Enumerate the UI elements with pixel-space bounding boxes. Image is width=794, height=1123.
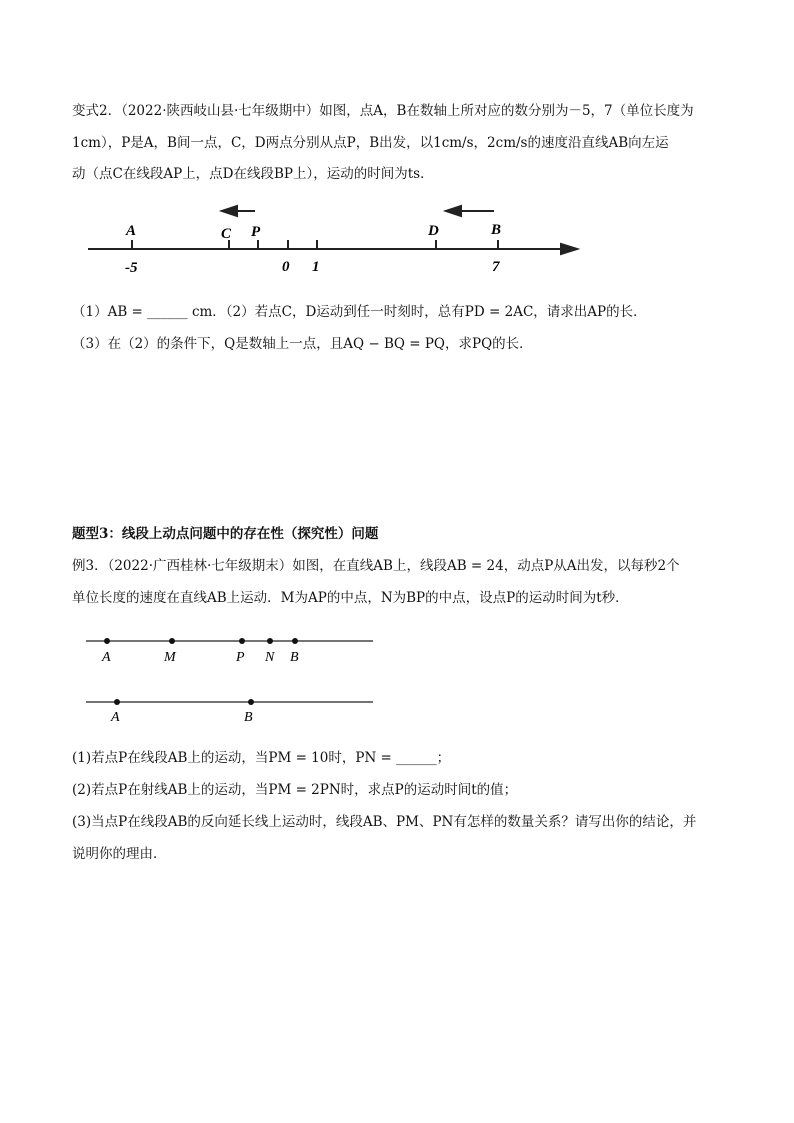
example3-question-3a: (3)当点P在线段AB的反向延长线上运动时，线段AB、PM、PN有怎样的数量关系？请写出你的结论，并 — [72, 814, 697, 830]
point-N — [267, 638, 273, 644]
label-1: 1 — [312, 259, 320, 275]
point-A — [104, 638, 110, 644]
label-B: B — [491, 222, 502, 238]
fig2-label-A: A — [111, 710, 120, 725]
variant2-line2: 1cm），P是A，B间一点，C，D两点分别从点P，B出发，以1cm/s，2cm/s的速度沿直线AB向左运 — [72, 135, 669, 151]
point-B — [292, 638, 298, 644]
variant2-question-1-2: （1）AB = ______ cm．（2）若点C，D运动到任一时刻时，总有PD = 2AC，请求出AP的长． — [72, 304, 647, 320]
fig1-label-A: A — [102, 650, 111, 665]
segment-figure-1 — [86, 638, 373, 665]
label-minus5: -5 — [125, 260, 138, 276]
example3-question-2: (2)若点P在射线AB上的运动，当PM = 2PN时，求点P的运动时间t的值； — [72, 782, 518, 798]
example3-question-3b: 说明你的理由． — [72, 846, 167, 862]
left-arrow-icon — [222, 206, 237, 216]
label-7: 7 — [492, 259, 500, 275]
fig1-label-P: P — [236, 650, 245, 665]
label-0: 0 — [282, 259, 290, 275]
label-D: D — [428, 223, 439, 239]
number-line-arrowhead — [561, 244, 577, 254]
fig2-label-B: B — [244, 710, 253, 725]
example3-line1: 例3．（2022·广西桂林·七年级期末）如图，在直线AB上，线段AB = 24，动点P从A出发，以每秒2个 — [72, 558, 680, 574]
label-A: A — [126, 223, 137, 239]
point-P — [239, 638, 245, 644]
point-M — [169, 638, 175, 644]
fig1-label-M: M — [164, 650, 176, 665]
variant2-question-3: （3）在（2）的条件下，Q是数轴上一点，且AQ − BQ = PQ，求PQ的长． — [72, 336, 533, 352]
fig1-label-B: B — [290, 650, 299, 665]
variant2-line3: 动（点C在线段AP上，点D在线段BP上），运动的时间为ts． — [72, 166, 434, 182]
segment-figure-2 — [86, 699, 373, 725]
variant2-line1: 变式2．（2022·陕西岐山县·七年级期中）如图，点A，B在数轴上所对应的数分别为－5，7（单位长度为 — [72, 103, 694, 119]
label-C: C — [221, 226, 232, 242]
fig1-label-N: N — [265, 650, 275, 665]
example3-question-1: (1)若点P在线段AB上的运动，当PM = 10时，PN = ______； — [72, 750, 451, 766]
point-B — [248, 699, 254, 705]
example3-line2: 单位长度的速度在直线AB上运动．M为AP的中点，N为BP的中点，设点P的运动时间为t秒． — [72, 590, 629, 606]
point-A — [114, 699, 120, 705]
section-heading-type3: 题型3：线段上动点问题中的存在性（探究性）问题 — [72, 526, 379, 542]
left-arrow-icon — [446, 206, 461, 216]
label-P: P — [251, 224, 261, 240]
